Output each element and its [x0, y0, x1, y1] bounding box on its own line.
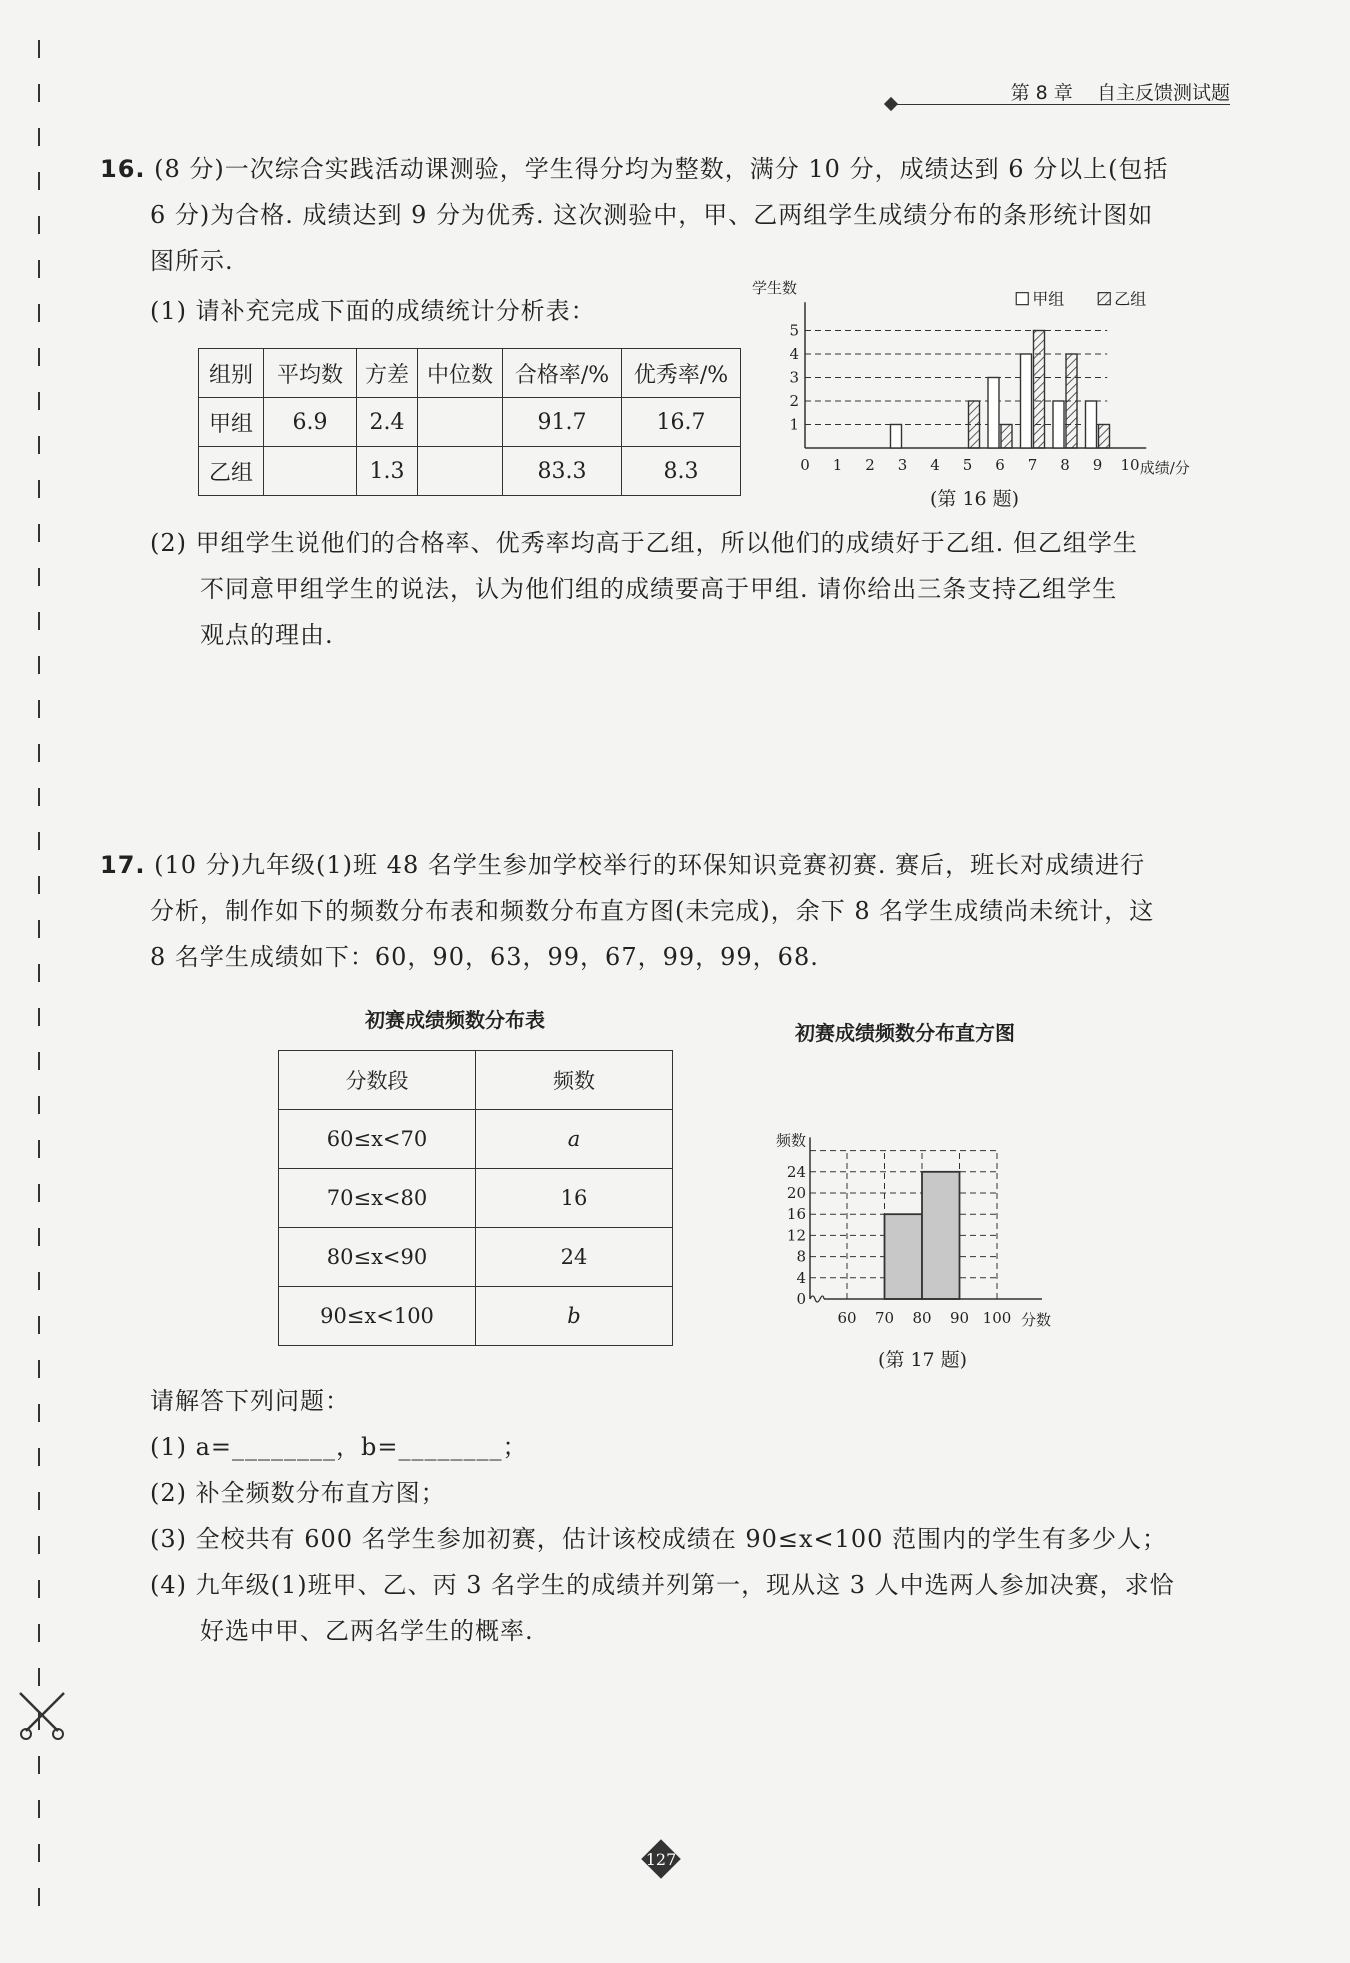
q17-stem — [100, 842, 1230, 980]
page-header — [1011, 78, 1230, 105]
y-tick-label: 2 — [789, 392, 799, 410]
x-tick-label: 0 — [800, 456, 810, 474]
bar-jia — [1021, 354, 1032, 448]
table-header-row — [199, 349, 741, 398]
q17-table-title: 初赛成绩频数分布表 — [365, 1008, 545, 1032]
chapter-label: 第 8 章 — [1010, 82, 1073, 104]
q17-part-3: (3) 全校共有 600 名学生参加初赛，估计该校成绩在 90≤x<100 范围内的学生有多少人； — [150, 1525, 1168, 1553]
q16-bar-chart — [745, 248, 1235, 523]
y-tick-label: 0 — [796, 1290, 806, 1308]
q16-number: 16. — [100, 155, 146, 183]
q17-intro: 请解答下列问题： — [150, 1387, 350, 1415]
q16-part1: (1) 请补充完成下面的成绩统计分析表： — [150, 297, 596, 325]
x-tick-label: 3 — [897, 456, 908, 474]
table-header-row — [279, 1051, 673, 1110]
header-cell: 平均数 — [264, 349, 357, 398]
table-cell: 16 — [476, 1169, 673, 1228]
table-cell: 80≤x<90 — [279, 1228, 476, 1287]
table-cell: 83.3 — [503, 447, 622, 496]
q17-number: 17. — [100, 851, 146, 879]
header-cell: 优秀率/% — [622, 349, 741, 398]
y-tick-label: 1 — [789, 415, 799, 434]
q16-line-3: 图所示. — [150, 247, 234, 275]
x-axis-label: 成绩/分 — [1139, 459, 1190, 477]
table-cell: b — [476, 1287, 673, 1346]
q17-parts — [150, 1424, 1230, 1654]
q16-line-1: (8 分)一次综合实践活动课测验，学生得分均为整数，满分 10 分，成绩达到 6 分以上(包括 — [154, 155, 1169, 183]
table-cell: 甲组 — [199, 398, 264, 447]
table-row — [279, 1169, 673, 1228]
q17-part-1: (1) a=________，b=________； — [150, 1433, 528, 1461]
y-axis-label: 频数 — [775, 1131, 806, 1150]
legend-swatch — [1016, 293, 1028, 305]
y-tick-label: 4 — [796, 1268, 806, 1287]
q16-part2-line-1: (2) 甲组学生说他们的合格率、优秀率均高于乙组，所以他们的成绩好于乙组. 但乙组学生 — [150, 529, 1138, 557]
header-cell: 组别 — [199, 349, 264, 398]
y-tick-label: 16 — [786, 1205, 806, 1224]
y-tick-label: 12 — [786, 1226, 806, 1245]
page-number-badge — [638, 1836, 684, 1882]
header-cell: 分数段 — [279, 1051, 476, 1110]
x-tick-label: 5 — [962, 456, 973, 474]
table-cell: 1.3 — [357, 447, 418, 496]
legend-swatch — [1098, 293, 1110, 305]
q16-stats-table — [198, 348, 741, 496]
y-tick-label: 5 — [789, 321, 799, 340]
bar-yi — [1034, 331, 1045, 449]
x-axis-label: 分数 — [1021, 1311, 1052, 1329]
table-row — [279, 1287, 673, 1346]
q17-part-4-cont: 好选中甲、乙两名学生的概率. — [200, 1617, 534, 1645]
bar-jia — [988, 378, 999, 449]
cut-line — [38, 40, 40, 1920]
bar-yi — [1099, 425, 1110, 449]
header-cell: 中位数 — [418, 349, 503, 398]
bar-yi — [1001, 425, 1012, 449]
page-number: 127 — [645, 1850, 677, 1869]
table-cell: 16.7 — [622, 398, 741, 447]
header-title: 自主反馈测试题 — [1096, 82, 1230, 104]
q17-part-4: (4) 九年级(1)班甲、乙、丙 3 名学生的成绩并列第一，现从这 3 人中选两人参加决赛，求恰 — [150, 1571, 1175, 1599]
axis-break — [810, 1296, 824, 1302]
table-cell: 8.3 — [622, 447, 741, 496]
q16-part2-line-3: 观点的理由. — [200, 621, 334, 649]
table-cell: 6.9 — [264, 398, 357, 447]
bar-jia — [1053, 401, 1064, 448]
x-tick-label: 4 — [930, 456, 940, 474]
q17-line-1: (10 分)九年级(1)班 48 名学生参加学校举行的环保知识竞赛初赛. 赛后，班长对成绩进行 — [154, 851, 1146, 879]
table-row — [279, 1110, 673, 1169]
table-cell: 2.4 — [357, 398, 418, 447]
legend-label: 乙组 — [1114, 289, 1147, 309]
x-tick-label: 1 — [832, 456, 843, 474]
legend-label: 甲组 — [1032, 289, 1065, 309]
q17-part-2: (2) 补全频数分布直方图； — [150, 1479, 446, 1507]
scissors-icon — [14, 1685, 70, 1741]
header-cell: 频数 — [476, 1051, 673, 1110]
q17-frequency-table — [278, 1050, 673, 1346]
q17-caption: (第 17 题) — [878, 1349, 968, 1371]
q16-part2 — [150, 520, 1230, 658]
header-cell: 方差 — [357, 349, 418, 398]
x-tick-label: 90 — [949, 1309, 970, 1327]
y-tick-label: 4 — [789, 345, 799, 363]
y-tick-label: 3 — [789, 368, 799, 387]
q16-caption: (第 16 题) — [930, 488, 1020, 510]
x-tick-label: 80 — [912, 1309, 932, 1327]
table-cell: 24 — [476, 1228, 673, 1287]
x-tick-label: 9 — [1092, 456, 1103, 474]
histogram-bar — [922, 1172, 960, 1299]
table-cell: 70≤x<80 — [279, 1169, 476, 1228]
table-row — [279, 1228, 673, 1287]
table-cell: a — [476, 1110, 673, 1169]
q17-histogram — [760, 1055, 1110, 1345]
table-cell: 乙组 — [199, 447, 264, 496]
histogram-bar — [885, 1214, 923, 1299]
table-cell: 90≤x<100 — [279, 1287, 476, 1346]
q16-part2-line-2: 不同意甲组学生的说法，认为他们组的成绩要高于甲组. 请你给出三条支持乙组学生 — [200, 575, 1118, 603]
bar-jia — [891, 425, 902, 449]
y-tick-label: 24 — [786, 1162, 806, 1181]
bar-jia — [1086, 401, 1097, 448]
y-tick-label: 8 — [796, 1247, 806, 1266]
q17-chart-title: 初赛成绩频数分布直方图 — [795, 1021, 1015, 1045]
y-axis-label: 学生数 — [751, 278, 797, 297]
x-tick-label: 8 — [1060, 456, 1070, 474]
x-tick-label: 70 — [874, 1309, 895, 1327]
x-tick-label: 60 — [837, 1309, 857, 1327]
table-cell — [418, 398, 503, 447]
table-cell — [264, 447, 357, 496]
q17-line-2: 分析，制作如下的频数分布表和频数分布直方图(未完成)，余下 8 名学生成绩尚未统计，这 — [150, 897, 1155, 925]
table-row — [199, 398, 741, 447]
table-cell — [418, 447, 503, 496]
x-tick-label: 7 — [1027, 456, 1038, 474]
x-tick-label: 100 — [982, 1309, 1012, 1327]
table-cell: 60≤x<70 — [279, 1110, 476, 1169]
x-tick-label: 6 — [995, 456, 1005, 474]
x-tick-label: 2 — [865, 456, 875, 474]
q17-line-3: 8 名学生成绩如下：60，90，63，99，67，99，99，68. — [150, 943, 819, 971]
y-tick-label: 20 — [786, 1184, 806, 1202]
table-cell: 91.7 — [503, 398, 622, 447]
table-row — [199, 447, 741, 496]
x-tick-label: 10 — [1120, 456, 1140, 474]
bar-yi — [969, 401, 980, 448]
q16-line-2: 6 分)为合格. 成绩达到 9 分为优秀. 这次测验中，甲、乙两组学生成绩分布的条形统计图如 — [150, 201, 1154, 229]
bar-yi — [1066, 354, 1077, 448]
header-cell: 合格率/% — [503, 349, 622, 398]
